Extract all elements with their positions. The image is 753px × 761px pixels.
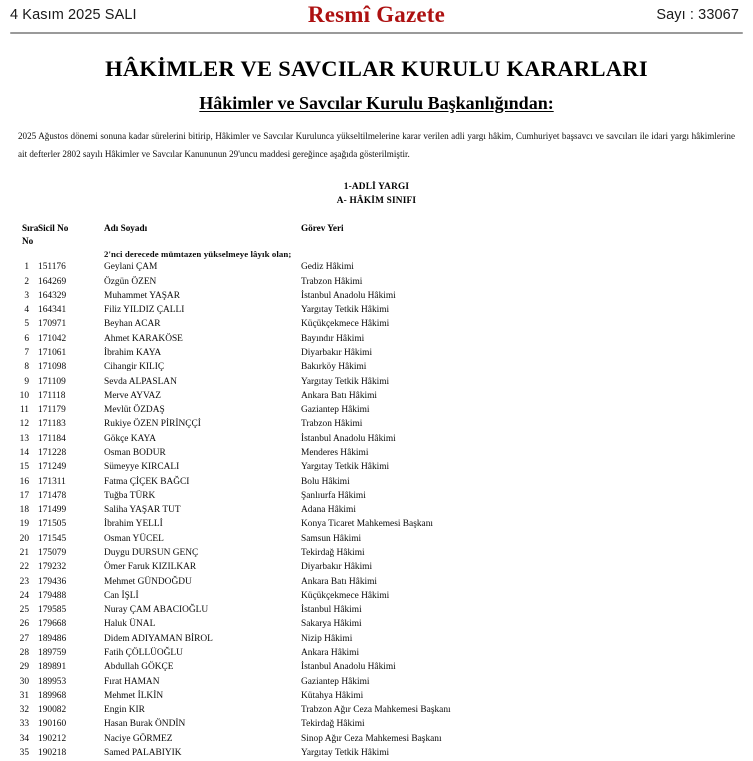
- row-full-name: Naciye GÖRMEZ: [104, 733, 173, 744]
- row-registry-number: 171183: [38, 419, 66, 430]
- row-sequence-number: 10: [19, 390, 29, 401]
- row-registry-number: 171109: [38, 376, 66, 387]
- row-registry-number: 190160: [38, 719, 67, 730]
- row-duty-station: Trabzon Hâkimi: [301, 419, 363, 430]
- row-duty-station: İstanbul Anadolu Hâkimi: [301, 433, 396, 444]
- row-full-name: Mevlüt ÖZDAŞ: [104, 405, 165, 416]
- table-row: [0, 389, 753, 403]
- promotions-table: [0, 222, 753, 760]
- row-registry-number: 179668: [38, 619, 67, 630]
- row-full-name: İbrahim YELLİ: [104, 519, 163, 530]
- subheading-spacer-sicil: [38, 247, 98, 261]
- row-registry-number: 190082: [38, 705, 67, 716]
- row-registry-number: 189953: [38, 676, 67, 687]
- row-full-name: Cihangir KILIÇ: [104, 362, 165, 373]
- table-row: [0, 432, 753, 446]
- table-row: [0, 447, 753, 461]
- table-header: [0, 222, 753, 247]
- masthead: [0, 0, 753, 30]
- row-sequence-number: 17: [19, 490, 29, 501]
- row-sequence-number: 14: [19, 448, 29, 458]
- row-sequence-number: 26: [19, 619, 29, 630]
- masthead-divider: [10, 32, 743, 34]
- row-full-name: Geylani ÇAM: [104, 262, 158, 273]
- table-row: [0, 732, 753, 746]
- row-duty-station: Diyarbakır Hâkimi: [301, 348, 373, 359]
- publication-date: 4 Kasım 2025 SALI: [10, 7, 137, 23]
- issue-number: Sayı : 33067: [656, 7, 739, 23]
- row-full-name: Fırat HAMAN: [104, 676, 160, 687]
- row-sequence-number: 27: [19, 633, 29, 644]
- row-sequence-number: 2: [24, 276, 29, 287]
- table-row: [0, 618, 753, 632]
- row-duty-station: Menderes Hâkimi: [301, 448, 369, 458]
- table-body: [0, 247, 753, 761]
- table-row: [0, 304, 753, 318]
- row-registry-number: 179488: [38, 590, 67, 601]
- table-row: [0, 347, 753, 361]
- row-registry-number: 171499: [38, 505, 67, 516]
- table-row: [0, 561, 753, 575]
- row-registry-number: 171061: [38, 348, 67, 359]
- row-duty-station: Tekirdağ Hâkimi: [301, 547, 365, 558]
- row-registry-number: 189968: [38, 690, 67, 701]
- row-full-name: Hasan Burak ÖNDİN: [104, 719, 186, 730]
- row-registry-number: 171545: [38, 533, 67, 544]
- row-sequence-number: 29: [19, 662, 29, 673]
- table-row: [0, 461, 753, 475]
- row-sequence-number: 35: [19, 747, 29, 758]
- row-full-name: Duygu DURSUN GENÇ: [104, 547, 199, 558]
- row-registry-number: 171478: [38, 490, 67, 501]
- table-row: [0, 589, 753, 603]
- row-registry-number: 179436: [38, 576, 67, 587]
- row-duty-station: İstanbul Hâkimi: [301, 605, 362, 616]
- row-duty-station: Ankara Batı Hâkimi: [301, 390, 378, 401]
- row-sequence-number: 22: [19, 562, 29, 573]
- row-full-name: Filiz YILDIZ ÇALLI: [104, 305, 185, 316]
- row-duty-station: Diyarbakır Hâkimi: [301, 562, 373, 573]
- column-header-sequence-line1: Sıra: [22, 223, 39, 234]
- row-sequence-number: 30: [19, 676, 29, 687]
- row-full-name: Özgün ÖZEN: [104, 276, 157, 287]
- row-duty-station: Trabzon Hâkimi: [301, 276, 363, 287]
- row-duty-station: Konya Ticaret Mahkemesi Başkanı: [301, 519, 434, 530]
- row-sequence-number: 23: [19, 576, 29, 587]
- row-full-name: Fatih ÇÖLLÜOĞLU: [104, 647, 183, 658]
- table-row: [0, 275, 753, 289]
- row-full-name: Ahmet KARAKÖSE: [104, 333, 183, 344]
- row-registry-number: 190212: [38, 733, 67, 744]
- table-row: [0, 418, 753, 432]
- row-sequence-number: 7: [24, 348, 29, 359]
- row-full-name: İbrahim KAYA: [104, 348, 162, 359]
- row-registry-number: 179585: [38, 605, 67, 616]
- row-duty-station: Trabzon Ağır Ceza Mahkemesi Başkanı: [301, 705, 451, 716]
- row-sequence-number: 32: [19, 705, 29, 716]
- row-sequence-number: 3: [24, 290, 29, 301]
- row-sequence-number: 31: [19, 690, 29, 701]
- row-sequence-number: 15: [19, 462, 29, 473]
- table-row: [0, 604, 753, 618]
- row-registry-number: 189759: [38, 647, 67, 658]
- table-row: [0, 689, 753, 703]
- row-registry-number: 175079: [38, 547, 67, 558]
- row-full-name: Beyhan ACAR: [104, 319, 161, 330]
- row-full-name: Sevda ALPASLAN: [104, 376, 177, 387]
- row-full-name: Mehmet İLKİN: [104, 690, 164, 701]
- row-duty-station: Sinop Ağır Ceza Mahkemesi Başkanı: [301, 733, 442, 744]
- row-registry-number: 170971: [38, 319, 67, 330]
- table-subheading-row: [0, 247, 753, 261]
- row-sequence-number: 16: [19, 476, 29, 487]
- row-duty-station: Adana Hâkimi: [301, 505, 356, 516]
- column-header-full-name: Adı Soyadı: [104, 223, 148, 234]
- table-row: [0, 318, 753, 332]
- row-sequence-number: 13: [19, 433, 29, 444]
- table-row: [0, 718, 753, 732]
- row-sequence-number: 28: [19, 647, 29, 658]
- row-full-name: Ömer Faruk KIZILKAR: [104, 562, 197, 573]
- subheading-spacer-no: [0, 247, 38, 261]
- row-sequence-number: 12: [19, 419, 29, 430]
- row-duty-station: Gaziantep Hâkimi: [301, 676, 370, 687]
- row-registry-number: 190218: [38, 747, 67, 758]
- table-row: [0, 675, 753, 689]
- row-registry-number: 171042: [38, 333, 67, 344]
- table-header-row: [0, 222, 753, 247]
- row-duty-station: Kütahya Hâkimi: [301, 690, 364, 701]
- row-sequence-number: 6: [24, 333, 29, 344]
- row-sequence-number: 21: [19, 547, 29, 558]
- row-sequence-number: 1: [24, 262, 29, 273]
- row-duty-station: İstanbul Anadolu Hâkimi: [301, 290, 396, 301]
- row-registry-number: 171184: [38, 433, 66, 444]
- row-sequence-number: 5: [24, 319, 29, 330]
- row-duty-station: Nizip Hâkimi: [301, 633, 353, 644]
- row-registry-number: 164341: [38, 305, 67, 316]
- section-heading-judge-class: A- HÂKİM SINIFI: [336, 195, 417, 206]
- row-registry-number: 164269: [38, 276, 67, 287]
- row-registry-number: 171179: [38, 405, 66, 416]
- row-full-name: Osman BODUR: [104, 448, 166, 458]
- row-registry-number: 171311: [38, 476, 66, 487]
- row-duty-station: Yargıtay Tetkik Hâkimi: [301, 747, 390, 758]
- row-duty-station: Ankara Batı Hâkimi: [301, 576, 378, 587]
- row-full-name: Saliha YAŞAR TUT: [104, 505, 181, 516]
- row-full-name: Rukiye ÖZEN PİRİNÇÇİ: [104, 419, 201, 430]
- row-sequence-number: 18: [19, 505, 29, 516]
- row-full-name: Abdullah GÖKÇE: [104, 662, 174, 673]
- row-sequence-number: 8: [24, 362, 29, 373]
- page-title: HÂKİMLER VE SAVCILAR KURULU KARARLARI: [105, 56, 648, 81]
- row-full-name: Didem ADIYAMAN BİROL: [104, 633, 213, 644]
- table-row: [0, 261, 753, 275]
- row-full-name: Engin KIR: [104, 705, 145, 716]
- document-subtitle-text: Hâkimler ve Savcılar Kurulu Başkanlığından:: [199, 92, 554, 113]
- row-registry-number: 164329: [38, 290, 67, 301]
- row-duty-station: Bakırköy Hâkimi: [301, 362, 367, 373]
- row-duty-station: Bayındır Hâkimi: [301, 333, 365, 344]
- column-header-duty-station: Görev Yeri: [301, 223, 344, 234]
- table-row: [0, 532, 753, 546]
- promotion-grade-subheading: 2'nci derecede mümtazen yükselmeye lâyık olan;: [104, 248, 292, 259]
- row-duty-station: Küçükçekmece Hâkimi: [301, 319, 390, 330]
- table-row: [0, 361, 753, 375]
- row-sequence-number: 11: [19, 405, 29, 416]
- row-duty-station: Yargıtay Tetkik Hâkimi: [301, 376, 390, 387]
- row-duty-station: Ankara Hâkimi: [301, 647, 360, 658]
- table-row: [0, 547, 753, 561]
- intro-paragraph: 2025 Ağustos dönemi sonuna kadar sürelerini bitirip, Hâkimler ve Savcılar Kurulunca yükseltilmelerine karar verilen adli yargı hâkim, Cumhuriyet başsavcı ve savcıları ile idari yargı hâkimlerine ait defterler 2802 sayılı Hâkimler ve Savcılar Kanununun 29'uncu maddesi gereğince aşağıda gösterilmiştir.: [18, 131, 735, 159]
- row-full-name: Nuray ÇAM ABACIOĞLU: [104, 605, 209, 616]
- row-registry-number: 171228: [38, 448, 67, 458]
- gazette-title: Resmî Gazete: [307, 2, 446, 27]
- row-full-name: Merve AYVAZ: [104, 390, 162, 401]
- table-row: [0, 661, 753, 675]
- table-row: [0, 632, 753, 646]
- row-full-name: Sümeyye KIRCALI: [104, 462, 180, 473]
- row-duty-station: Bolu Hâkimi: [301, 476, 350, 487]
- row-registry-number: 189486: [38, 633, 67, 644]
- row-sequence-number: 9: [24, 376, 29, 387]
- table-row: [0, 647, 753, 661]
- row-duty-station: Samsun Hâkimi: [301, 533, 362, 544]
- row-sequence-number: 24: [19, 590, 29, 601]
- table-row: [0, 704, 753, 718]
- row-full-name: Fatma ÇİÇEK BAĞCI: [104, 476, 190, 487]
- row-full-name: Mehmet GÜNDOĞDU: [104, 576, 192, 587]
- document-subtitle: [0, 93, 753, 115]
- row-full-name: Gökçe KAYA: [104, 433, 156, 444]
- column-header-sequence: [0, 222, 38, 247]
- row-registry-number: 171098: [38, 362, 67, 373]
- table-row: [0, 504, 753, 518]
- row-registry-number: 171505: [38, 519, 67, 530]
- table-row: [0, 489, 753, 503]
- column-header-registry-no: Sicil No: [38, 223, 69, 234]
- row-registry-number: 179232: [38, 562, 67, 573]
- row-duty-station: İstanbul Anadolu Hâkimi: [301, 662, 396, 673]
- section-heading-judicial: 1-ADLİ YARGI: [343, 181, 410, 192]
- row-duty-station: Yargıtay Tetkik Hâkimi: [301, 462, 390, 473]
- row-sequence-number: 25: [19, 605, 29, 616]
- row-duty-station: Sakarya Hâkimi: [301, 619, 362, 630]
- row-registry-number: 151176: [38, 262, 66, 273]
- row-full-name: Muhammet YAŞAR: [104, 290, 180, 301]
- column-header-sequence-line2: No: [22, 235, 34, 246]
- row-registry-number: 189891: [38, 662, 67, 673]
- row-full-name: Can İŞLİ: [104, 590, 139, 601]
- row-sequence-number: 33: [19, 719, 29, 730]
- table-row: [0, 475, 753, 489]
- row-sequence-number: 34: [19, 733, 29, 744]
- table-row: [0, 332, 753, 346]
- row-sequence-number: 19: [19, 519, 29, 530]
- table-row: [0, 289, 753, 303]
- row-full-name: Haluk ÜNAL: [104, 619, 156, 630]
- table-row: [0, 746, 753, 760]
- section-headings: [0, 180, 753, 209]
- row-sequence-number: 4: [24, 305, 29, 316]
- row-full-name: Samed PALABIYIK: [104, 747, 182, 758]
- row-duty-station: Yargıtay Tetkik Hâkimi: [301, 305, 390, 316]
- table-row: [0, 518, 753, 532]
- row-full-name: Osman YÜCEL: [104, 533, 164, 544]
- row-registry-number: 171249: [38, 462, 67, 473]
- row-duty-station: Tekirdağ Hâkimi: [301, 719, 365, 730]
- row-registry-number: 171118: [38, 390, 66, 401]
- row-duty-station: Gaziantep Hâkimi: [301, 405, 370, 416]
- row-full-name: Tuğba TÜRK: [104, 490, 156, 501]
- table-row: [0, 575, 753, 589]
- table-row: [0, 404, 753, 418]
- table-row: [0, 375, 753, 389]
- row-duty-station: Küçükçekmece Hâkimi: [301, 590, 390, 601]
- row-duty-station: Şanlıurfa Hâkimi: [301, 490, 366, 501]
- row-duty-station: Gediz Hâkimi: [301, 262, 354, 273]
- row-sequence-number: 20: [19, 533, 29, 544]
